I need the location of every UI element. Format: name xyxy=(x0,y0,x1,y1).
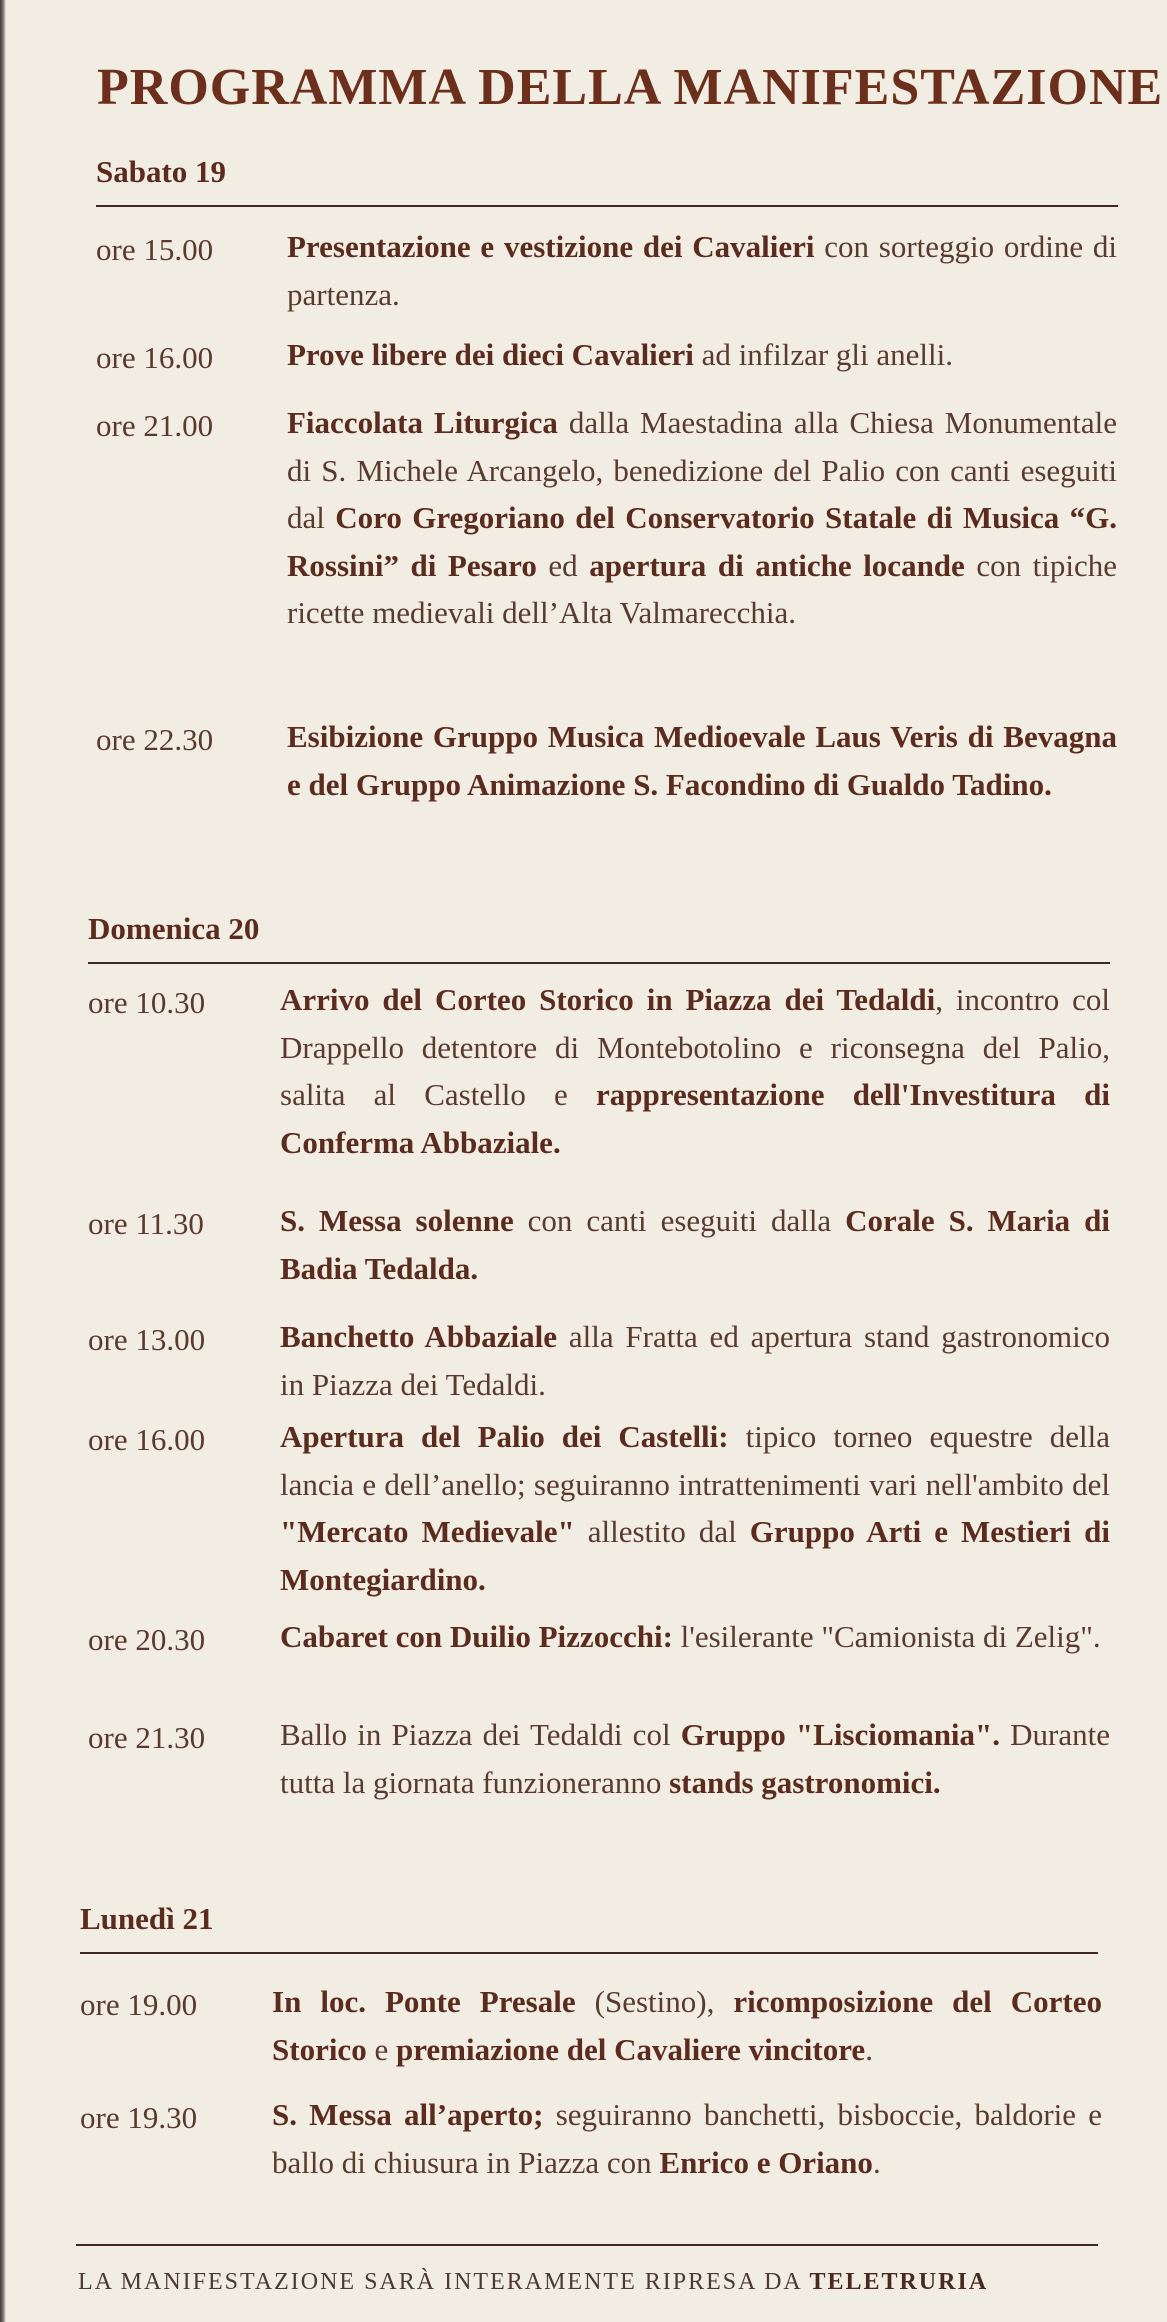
event-text: alla Fratta ed apertura stand gastronomico in Piazza dei Tedaldi. xyxy=(280,1319,1110,1402)
event-text: con tipiche ricette medievali dell’Alta Valmarecchia. xyxy=(287,547,1117,630)
event-highlight: Gruppo Arti e Mestieri di Montegiardino. xyxy=(280,1514,1110,1597)
event-text: , incontro col Drappello detentore di Montebotolino e riconsegna del Palio, salita al Castello e xyxy=(280,982,1110,1112)
event-highlight: Cabaret con Duilio Pizzocchi: xyxy=(280,1619,673,1654)
footer-rule xyxy=(76,2244,1098,2246)
event-time: ore 11.30 xyxy=(88,1206,204,1241)
event-text: con sorteggio ordine di partenza. xyxy=(287,229,1117,312)
event-highlight: Banchetto Abbaziale xyxy=(280,1319,558,1354)
footer-broadcaster: TELETRURIA xyxy=(809,2269,989,2295)
event-text: tipico torneo equestre della lancia e dell’anello; seguiranno intrattenimenti vari nell'ambito del xyxy=(280,1419,1110,1502)
event-description xyxy=(287,713,1117,808)
event-highlight: Arrivo del Corteo Storico in Piazza dei Tedaldi xyxy=(280,982,936,1017)
event-highlight: Enrico e Oriano xyxy=(659,2144,873,2180)
event-text: l'esilerante "Camionista di Zelig". xyxy=(672,1619,1101,1654)
day-heading: Lunedì 21 xyxy=(80,1901,214,1936)
event-text: Ballo in Piazza dei Tedaldi col xyxy=(280,1717,681,1752)
event-highlight: Presentazione e vestizione dei Cavalieri xyxy=(287,229,815,264)
event-time: ore 19.30 xyxy=(80,2100,198,2135)
footer-note xyxy=(78,2269,1098,2296)
event-description xyxy=(280,976,1110,1166)
paper-edge xyxy=(0,0,6,2322)
event-description xyxy=(280,1197,1110,1292)
day-rule xyxy=(96,205,1118,207)
event-text: . xyxy=(872,2144,881,2180)
event-highlight: Apertura del Palio dei Castelli: xyxy=(280,1419,729,1454)
event-time: ore 10.30 xyxy=(88,985,206,1020)
event-highlight: ricomposizione del Corteo Storico xyxy=(272,1984,1102,2067)
event-time: ore 19.00 xyxy=(80,1987,198,2022)
event-time: ore 13.00 xyxy=(88,1322,206,1357)
event-time: ore 15.00 xyxy=(96,232,214,267)
event-time: ore 16.00 xyxy=(88,1422,206,1457)
event-text: (Sestino), xyxy=(575,1984,734,2019)
day-heading: Domenica 20 xyxy=(88,911,260,946)
event-time: ore 16.00 xyxy=(96,340,214,375)
event-time: ore 20.30 xyxy=(88,1622,206,1657)
event-description xyxy=(272,2091,1102,2186)
event-highlight: stands gastronomici. xyxy=(669,1764,941,1800)
event-time: ore 21.00 xyxy=(96,408,214,443)
event-text: Durante tutta la giornata funzioneranno xyxy=(280,1717,1110,1800)
event-text: allestito dal xyxy=(574,1514,750,1549)
event-description xyxy=(280,1413,1110,1603)
event-text: . xyxy=(865,2031,873,2067)
event-highlight: rappresentazione dell'Investitura di Conferma Abbaziale. xyxy=(280,1077,1110,1160)
event-text: seguiranno banchetti, bisboccie, baldorie e ballo di chiusura in Piazza con xyxy=(272,2097,1103,2180)
page-title: PROGRAMMA DELLA MANIFESTAZIONE xyxy=(97,59,1164,116)
event-text: ed xyxy=(536,547,590,583)
event-text: con canti eseguiti dalla xyxy=(513,1203,846,1238)
event-highlight: Gruppo "Lisciomania". xyxy=(680,1717,1001,1752)
day-heading: Sabato 19 xyxy=(96,154,227,189)
event-highlight: apertura di antiche locande xyxy=(589,547,965,583)
event-description xyxy=(287,331,1117,379)
event-text: dalla Maestadina alla Chiesa Monumentale di S. Michele Arcangelo, benedizione del Palio con canti eseguiti dal xyxy=(287,405,1117,535)
event-text: e xyxy=(366,2031,396,2067)
footer-text: LA MANIFESTAZIONE SARÀ INTERAMENTE RIPRESA DA xyxy=(78,2269,810,2295)
event-highlight: S. Messa all’aperto; xyxy=(272,2097,544,2132)
event-highlight: "Mercato Medievale" xyxy=(280,1514,575,1549)
day-rule xyxy=(88,962,1110,964)
event-text: ad infilzar gli anelli. xyxy=(693,337,954,372)
event-highlight: S. Messa solenne xyxy=(280,1203,514,1238)
event-description xyxy=(280,1613,1110,1661)
day-rule xyxy=(80,1952,1098,1954)
event-description xyxy=(280,1711,1110,1806)
event-highlight: premiazione del Cavaliere vincitore xyxy=(395,2031,866,2067)
event-highlight: Esibizione Gruppo Musica Medioevale Laus Veris di Bevagna e del Gruppo Animazione S. Facondino di Gualdo Tadino. xyxy=(287,719,1117,802)
event-description xyxy=(287,223,1117,318)
event-time: ore 22.30 xyxy=(96,722,214,757)
event-description xyxy=(287,399,1117,637)
event-highlight: Prove libere dei dieci Cavalieri xyxy=(287,337,694,372)
event-description xyxy=(280,1313,1110,1408)
event-highlight: Fiaccolata Liturgica xyxy=(287,405,558,440)
event-time: ore 21.30 xyxy=(88,1720,206,1755)
event-highlight: Corale S. Maria di Badia Tedalda. xyxy=(280,1203,1110,1286)
event-description xyxy=(272,1978,1102,2073)
event-highlight: In loc. Ponte Presale xyxy=(272,1984,576,2019)
event-highlight: Coro Gregoriano del Conservatorio Statale di Musica “G. Rossini” di Pesaro xyxy=(287,500,1118,583)
